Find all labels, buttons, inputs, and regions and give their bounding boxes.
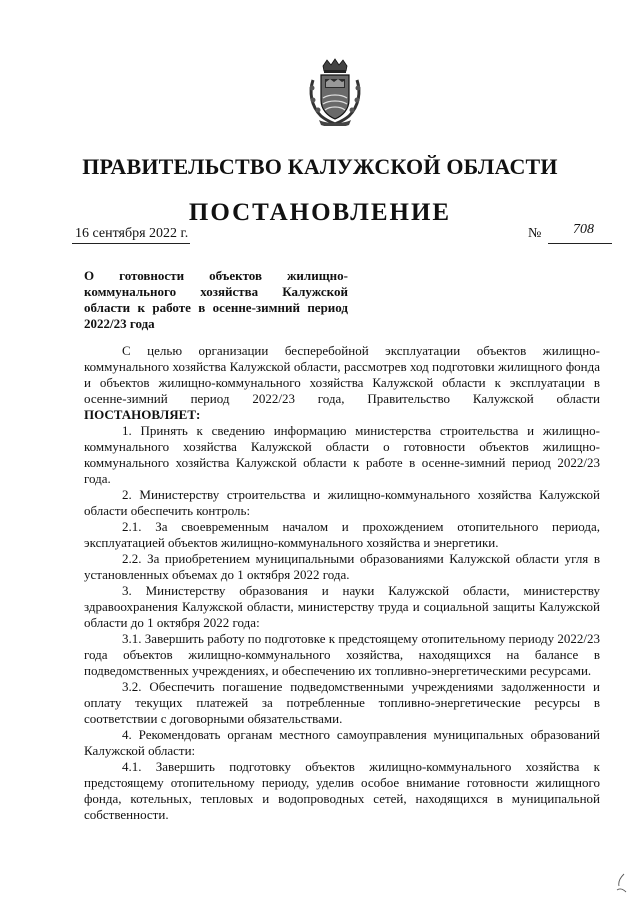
document-subject: О готовности объектов жилищно-коммунального хозяйства Калужской области к работе в осенне-зимний период 2022/23 года: [84, 268, 348, 331]
document-type-heading: ПОСТАНОВЛЕНИЕ: [188, 199, 452, 226]
resolve-keyword: ПОСТАНОВЛЯЕТ:: [84, 407, 201, 422]
body-paragraph: 2.1. За своевременным началом и прохождением отопительного периода, эксплуатацией объектов жилищно-коммунального хозяйства и энергетики.: [84, 519, 600, 550]
handwritten-mark-icon: [614, 872, 628, 894]
body-paragraph: 4.1. Завершить подготовку объектов жилищно-коммунального хозяйства к предстоящему отопительному периоду, уделив особое внимание готовности жилищного фонда, котельных, тепловых и водопроводных сетей, находящихся в муниципальной собственности.: [84, 759, 600, 822]
coat-of-arms-icon: [305, 58, 365, 126]
body-paragraph: 1. Принять к сведению информацию министерства строительства и жилищно-коммунального хозяйства Калужской области о готовности объектов жилищно-коммунального хозяйства Калужской области к работе в осенне-зимний период 2022/23 года.: [84, 423, 600, 486]
body-paragraph: 3. Министерству образования и науки Калужской области, министерству здравоохранения Калужской области, министерству труда и социальной защиты Калужской области до 1 октября 2022 года:: [84, 583, 600, 630]
body-paragraph: 4. Рекомендовать органам местного самоуправления муниципальных образований Калужской области:: [84, 727, 600, 758]
number-label: №: [528, 226, 542, 241]
document-number: 708: [573, 222, 594, 237]
document-date: 16 сентября 2022 г.: [75, 226, 189, 241]
body-paragraph: 2. Министерству строительства и жилищно-коммунального хозяйства Калужской области обеспечить контроль:: [84, 487, 600, 518]
date-underline: [72, 243, 190, 244]
intro-paragraph: [84, 343, 600, 423]
document-body: [84, 343, 600, 823]
intro-text: С целью организации бесперебойной эксплуатации объектов жилищно-коммунального хозяйства Калужской области, рассмотрев ход подготовки жилищного фонда и объектов жилищно-коммунального хозяйства Калужской области к эксплуатации в осенне-зимний период 2022/23 года, Правительство Калужской области: [84, 343, 600, 406]
government-title: ПРАВИТЕЛЬСТВО КАЛУЖСКОЙ ОБЛАСТИ: [82, 154, 558, 179]
number-underline: [548, 243, 612, 244]
body-paragraph: 3.1. Завершить работу по подготовке к предстоящему отопительному периоду 2022/23 года объектов жилищно-коммунального хозяйства, находящихся на балансе в подведомственных учреждениях, и обеспечению их топливно-энергетическими ресурсами.: [84, 631, 600, 678]
body-paragraph: 2.2. За приобретением муниципальными образованиями Калужской области угля в установленных объемах до 1 октября 2022 года.: [84, 551, 600, 582]
body-paragraph: 3.2. Обеспечить погашение подведомственными учреждениями задолженности и оплату текущих платежей за потребленные топливно-энергетические ресурсы в соответствии с договорными обязательствами.: [84, 679, 600, 726]
